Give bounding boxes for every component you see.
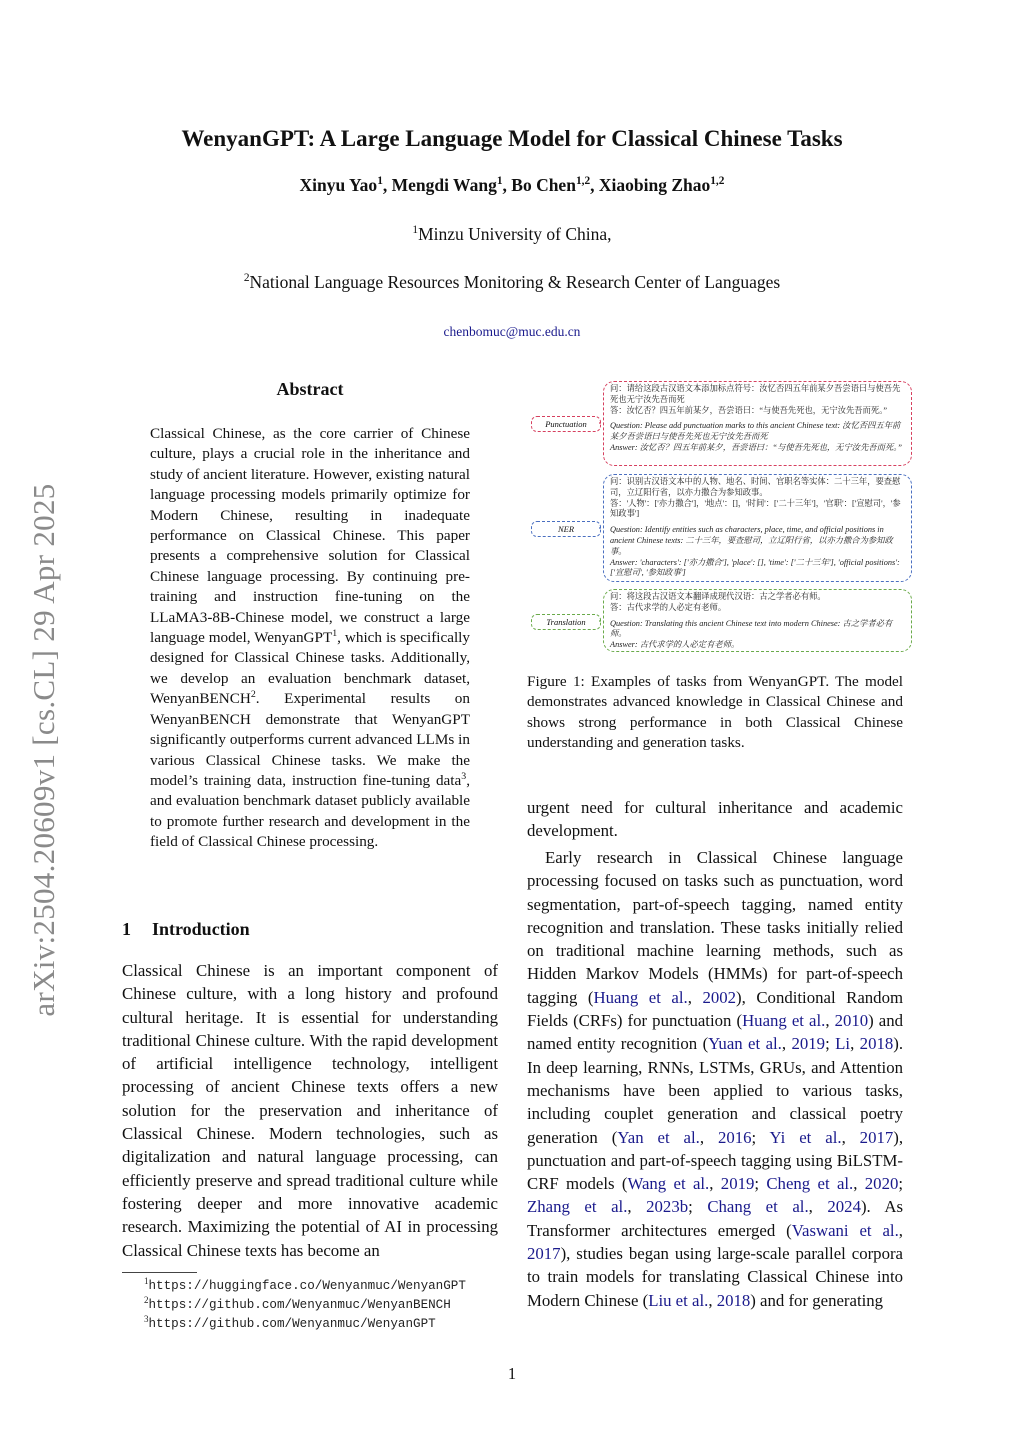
footnote-divider — [122, 1272, 197, 1273]
citation-link[interactable]: Yan et al. — [617, 1127, 700, 1147]
citation-link[interactable]: Yuan et al. — [708, 1034, 782, 1054]
author-name: Bo Chen — [511, 175, 576, 195]
citation-link[interactable]: 2023b — [646, 1197, 689, 1217]
citation-link[interactable]: Huang et al. — [593, 987, 688, 1007]
author-email[interactable]: chenbomuc@muc.edu.cn — [443, 324, 581, 339]
section-title: Introduction — [152, 919, 250, 939]
citation-link[interactable]: 2018 — [859, 1034, 894, 1054]
footnote-ref[interactable]: 2 — [250, 689, 256, 701]
citation-link[interactable]: 2019 — [720, 1174, 755, 1194]
citation-link[interactable]: Li — [835, 1034, 851, 1054]
footnote-1[interactable]: $^1$https://huggingface.co/Wenyanmuc/WenyanGPT — [144, 1275, 466, 1293]
citation-link[interactable]: Liu et al. — [648, 1290, 709, 1310]
paper-title: WenyanGPT: A Large Language Model for Classical Chinese Tasks — [181, 126, 843, 151]
figure-box-ner: 问：识别古汉语文本中的人物、地名、时间、官职名等实体：二十三年，要查慰司，立辽阳行省，以亦力撒合为参知政事。 答：'人物'：['亦力撒合']，'地点'：[]，'时间'：['二十三年']，'官职'：['宣慰司'，'参知政事'] Question: Identify entities such as characters, place, time, and official positions in ancient Chinese texts: 二十三年，要查慰司，立辽阳行省，以亦力撒合为参知政事。 Answer: 'characters': ['亦力撒合'], 'place': [], 'time': ['二十三年'], 'official positions': ['宣慰司', '参知政事'] — [603, 474, 912, 582]
intro-paragraph-1-continued: urgent need for cultural inheritance and academic development. — [527, 798, 903, 841]
citation-link[interactable]: 2024 — [827, 1197, 861, 1217]
affiliation-2: $^2$National Language Resources Monitoring & Research Center of Languages — [243, 272, 781, 292]
abstract-heading: Abstract — [276, 379, 344, 399]
affiliation-1: $^1$Minzu University of China, — [412, 224, 612, 244]
citation-link[interactable]: 2016 — [717, 1127, 752, 1147]
page-number: 1 — [507, 1364, 517, 1383]
section-number: 1 — [122, 919, 131, 939]
abstract-text: Classical Chinese, as the core carrier of Chinese culture, plays a crucial role in the inheritance and study of ancient literature. However, existing natural language processing models primarily optimize for Modern Chinese, resulting in inadequate performance on Classical Chinese. This paper presents a comprehensive solution for Classical Chinese language processing. By continuing pre-training and instruction fine-tuning on the LLaMA3-8B-Chinese model, we construct a large language model, WenyanGPT$^1$, which is specifically designed for Classical Chinese tasks. Additionally, we develop an evaluation benchmark dataset, WenyanBENCH$^2$. Experimental results on WenyanBENCH demonstrate that WenyanGPT significantly outperforms current advanced LLMs in various Classical Chinese tasks. We make the model’s training data, instruction fine-tuning data$^3$, and evaluation benchmark dataset publicly available to promote further research and development in the field of Classical Chinese processing. — [150, 425, 470, 851]
citation-link[interactable]: Yi et al. — [769, 1127, 842, 1147]
figure-label-ner: NER — [531, 521, 601, 537]
figure-box-translation: 问：将这段古汉语文本翻译成现代汉语：古之学者必有师。 答：古代求学的人必定有老师。 Question: Translating this ancient Chinese text into modern Chinese: 古之学者必有师。 Answer: 古代求学的人必定有老师。 — [603, 589, 912, 652]
footnote-ref[interactable]: 1 — [332, 628, 338, 639]
figure-label-translation: Translation — [531, 614, 601, 630]
citation-link[interactable]: Vaswani et al. — [791, 1220, 899, 1240]
citation-link[interactable]: 2017 — [527, 1244, 561, 1264]
citation-link[interactable]: 2018 — [716, 1290, 751, 1310]
citation-link[interactable]: 2019 — [791, 1034, 826, 1054]
figure-connector-lines — [598, 380, 606, 654]
arxiv-stamp — [14, 450, 74, 1050]
author-name: Xiaobing Zhao — [598, 175, 711, 195]
citation-link[interactable]: 2010 — [834, 1011, 869, 1031]
citation-link[interactable]: Wang et al. — [627, 1174, 710, 1194]
footnote-3[interactable]: $^3$https://github.com/Wenyanmuc/WenyanGPT — [144, 1313, 436, 1331]
citation-link[interactable]: 2020 — [864, 1174, 899, 1194]
citation-link[interactable]: Huang et al. — [742, 1011, 826, 1031]
citation-link[interactable]: 2002 — [702, 987, 737, 1007]
citation-link[interactable]: Chang et al. — [707, 1197, 809, 1217]
figure-caption: Figure 1: Examples of tasks from WenyanGPT. The model demonstrates advanced knowledge in Classical Chinese and shows strong performance in both Classical Chinese understanding and generation tasks. — [527, 673, 903, 752]
footnote-2[interactable]: $^2$https://github.com/Wenyanmuc/WenyanBENCH — [144, 1294, 451, 1312]
author-list: Xinyu Yao$^1$, Mengdi Wang$^1$, Bo Chen$^{1,2}$, Xiaobing Zhao$^{1,2}$ — [299, 175, 725, 195]
citation-link[interactable]: Cheng et al. — [766, 1174, 854, 1194]
section-heading-introduction — [122, 919, 250, 940]
arxiv-id: arXiv:2504.20609v1 [cs.CL] 29 Apr 2025 — [26, 483, 61, 1017]
footnote-ref[interactable]: 3 — [461, 770, 467, 782]
figure-label-punctuation: Punctuation — [531, 416, 601, 432]
intro-paragraph-2: Early research in Classical Chinese language processing focused on tasks such as punctuation, word segmentation, part-of-speech tagging, named entity recognition and translation. These tasks initially relied on traditional machine learning methods, such as Hidden Markov Models (HMMs) for part-of-speech tagging (Huang et al., 2002), Conditional Random Fields (CRFs) for punctuation (Huang et al., 2010) and named entity recognition (Yuan et al., 2019; Li, 2018). In deep learning, RNNs, LSTMs, GRUs, and Attention mechanisms have been applied to various tasks, including couplet generation and classical poetry generation (Yan et al., 2016; Yi et al., 2017), punctuation and part-of-speech tagging using BiLSTM-CRF models (Wang et al., 2019; Cheng et al., 2020; Zhang et al., 2023b; Chang et al., 2024). As Transformer architectures emerged (Vaswani et al., 2017), studies began using large-scale parallel corpora to train models for translating Classical Chinese into Modern Chinese (Liu et al., 2018) and for generating — [527, 848, 904, 1310]
author-name: Mengdi Wang — [391, 175, 497, 195]
citation-link[interactable]: 2017 — [859, 1127, 894, 1147]
author-name: Xinyu Yao — [299, 175, 378, 195]
intro-paragraph-1: Classical Chinese is an important component of Chinese culture, with a long history and profound cultural heritage. It is essential for understanding traditional Chinese culture. With the rapid development of artificial intelligence technology, intelligent processing of ancient Chinese texts offers a new solution for the preservation and inheritance of Classical Chinese. Modern technologies, such as digitalization and natural language processing, can efficiently preserve and spread traditional culture while fostering deeper and more innovative academic research. Maximizing the potential of AI in processing Classical Chinese texts has become an — [122, 961, 498, 1260]
citation-link[interactable]: Zhang et al. — [527, 1197, 628, 1217]
figure-box-punctuation: 问：请给这段古汉语文本添加标点符号：汝忆否四五年前某夕吾尝语曰与使吾先死也无宁汝先吾而死 答：汝忆否？四五年前某夕，吾尝语曰：“与使吾先死也，无宁汝先吾而死。” Question: Please add punctuation marks to this ancient Chinese text: 汝忆否四五年前某夕吾尝语曰与使吾先死也无宁汝先吾而死 Answer: 汝忆否？四五年前某夕，吾尝语曰：“与使吾先死也，无宁汝先吾而死。” — [603, 381, 912, 466]
